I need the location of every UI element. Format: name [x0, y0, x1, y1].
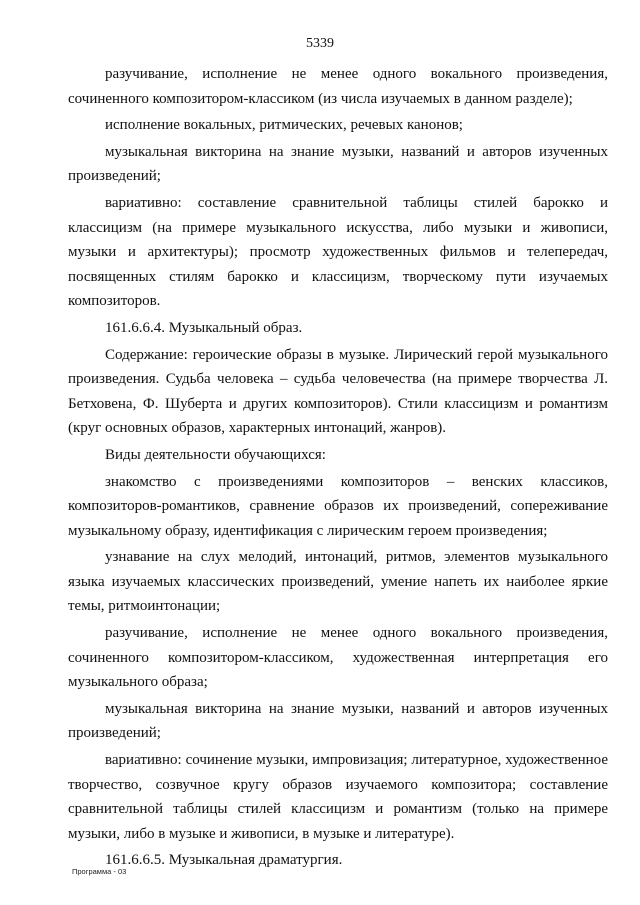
paragraph-music-quiz-2: музыкальная викторина на знание музыки, названий и авторов изученных произведений;	[68, 700, 608, 742]
footer-program-label: Программа - 03	[72, 867, 127, 876]
paragraph-recognition-by-ear: узнавание на слух мелодий, интонаций, ритмов, элементов музыкального языка изучаемых классических произведений, умение напеть их наиболее яркие темы, ритмоинтонации;	[68, 549, 608, 615]
paragraph-optional-baroque-classicism: вариативно: составление сравнительной таблицы стилей барокко и классицизм (на примере музыкального искусства, либо музыки и живописи, музыки и архитектуры); просмотр художественных фильмов и телепередач, посвященных стилям барокко и классицизм, творческому пути изучаемых композиторов.	[68, 194, 608, 310]
document-body	[68, 62, 608, 875]
section-heading-musical-image: 161.6.6.4. Музыкальный образ.	[105, 319, 303, 336]
paragraph-activity-types: Виды деятельности обучающихся:	[105, 446, 326, 463]
paragraph-content-heroic-images: Содержание: героические образы в музыке. Лирический герой музыкального произведения. Судьба человека – судьба человечества (на примере творчества Л. Бетховена, Ф. Шуберта и других композиторов). Стили классицизм и романтизм (круг основных образов, характерных интонаций, жанров).	[68, 346, 608, 437]
section-heading-musical-dramaturgy: 161.6.6.5. Музыкальная драматургия.	[105, 852, 343, 869]
page-number: 5339	[306, 36, 334, 51]
paragraph-learning-interpretation: разучивание, исполнение не менее одного вокального произведения, сочиненного композитором-классиком, художественная интерпретация его музыкального образа;	[68, 625, 608, 691]
paragraph-music-quiz: музыкальная викторина на знание музыки, названий и авторов изученных произведений;	[68, 143, 608, 185]
paragraph-learning-vocal-work: разучивание, исполнение не менее одного вокального произведения, сочиненного композитором-классиком (из числа изучаемых в данном разделе);	[68, 66, 608, 107]
paragraph-optional-composition: вариативно: сочинение музыки, импровизация; литературное, художественное творчество, созвучное кругу образов изучаемого композитора; составление сравнительной таблицы стилей классицизм и романтизм (только на примере музыки, либо в музыке и живописи, в музыке и литературе).	[68, 752, 608, 842]
paragraph-acquaintance-composers: знакомство с произведениями композиторов – венских классиков, композиторов-романтиков, сравнение образов их произведений, сопереживание музыкальному образу, идентификация с лирическим героем произведения;	[68, 473, 608, 539]
paragraph-canons: исполнение вокальных, ритмических, речевых канонов;	[105, 117, 463, 134]
